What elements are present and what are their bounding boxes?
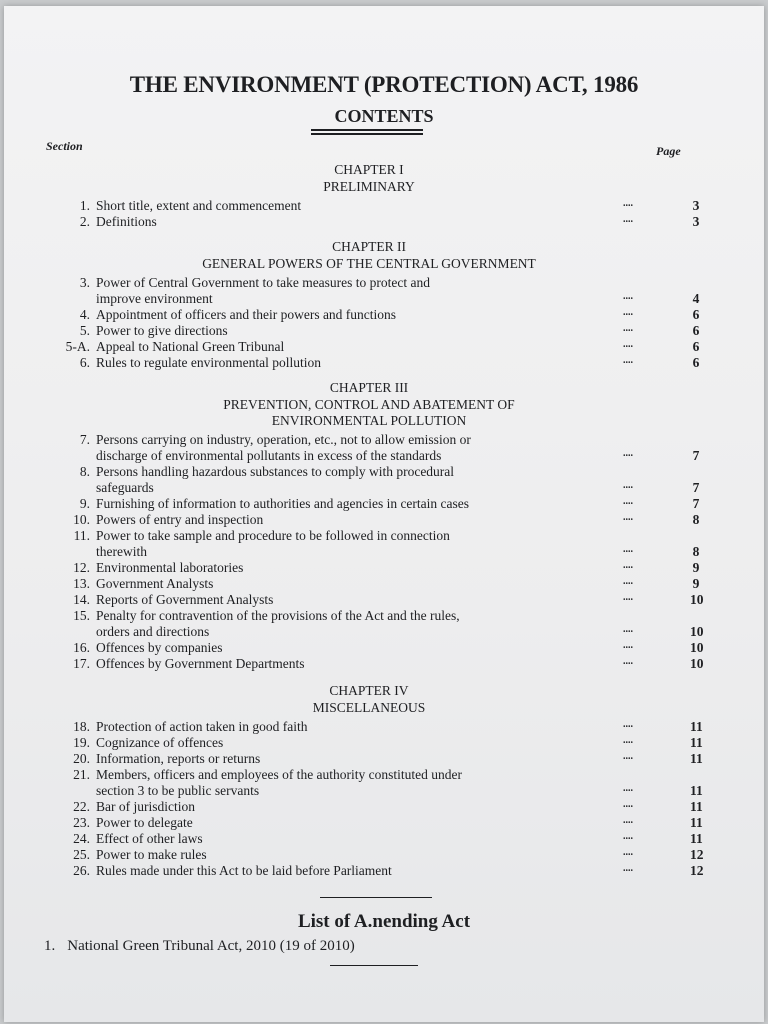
section-number: 14. bbox=[73, 592, 90, 607]
page-number: 12 bbox=[690, 863, 704, 878]
leader-dots: .... bbox=[623, 640, 633, 651]
section-title bbox=[96, 198, 616, 214]
section-title-line: Cognizance of offences bbox=[96, 735, 224, 750]
section-title-line: Government Analysts bbox=[96, 576, 214, 591]
section-title bbox=[96, 656, 616, 672]
page-number: 10 bbox=[690, 592, 704, 607]
toc-entry bbox=[4, 339, 764, 355]
section-number: 11. bbox=[73, 528, 90, 543]
leader-dots: .... bbox=[623, 815, 633, 826]
section-title-line: discharge of environmental pollutants in excess of the standards bbox=[96, 448, 442, 463]
leader-dots: .... bbox=[623, 863, 633, 874]
section-number: 5-A. bbox=[65, 339, 90, 354]
section-title bbox=[96, 847, 616, 863]
section-title bbox=[96, 751, 616, 767]
section-number: 21. bbox=[73, 767, 90, 782]
page-number: 8 bbox=[692, 544, 700, 559]
page-number: 11 bbox=[690, 735, 703, 750]
toc-entry bbox=[4, 656, 764, 672]
contents-heading: CONTENTS bbox=[334, 106, 434, 126]
toc-entry bbox=[4, 719, 764, 735]
toc-entry bbox=[4, 640, 764, 656]
leader-dots: .... bbox=[623, 560, 633, 571]
chapter-subtitle: PRELIMINARY bbox=[323, 179, 415, 194]
toc-entry bbox=[4, 275, 764, 307]
chapter-heading: CHAPTER I bbox=[334, 162, 404, 177]
section-title bbox=[96, 307, 616, 323]
section-title bbox=[96, 799, 616, 815]
toc-entry bbox=[4, 831, 764, 847]
section-title bbox=[96, 496, 616, 512]
page-number: 3 bbox=[692, 198, 700, 213]
leader-dots: .... bbox=[623, 544, 633, 555]
page-number: 8 bbox=[692, 512, 700, 527]
chapter-subtitle: PREVENTION, CONTROL AND ABATEMENT OF bbox=[223, 397, 515, 412]
section-title bbox=[96, 323, 616, 339]
leader-dots: .... bbox=[623, 198, 633, 209]
leader-dots: .... bbox=[623, 291, 633, 302]
section-title bbox=[96, 863, 616, 879]
document-page bbox=[4, 6, 764, 1022]
section-title bbox=[96, 528, 616, 560]
leader-dots: .... bbox=[623, 847, 633, 858]
section-title-line: Furnishing of information to authorities and agencies in certain cases bbox=[96, 496, 470, 511]
section-number: 4. bbox=[79, 307, 90, 322]
toc-entry bbox=[4, 355, 764, 371]
leader-dots: .... bbox=[623, 214, 633, 225]
chapter-heading: CHAPTER IV bbox=[329, 683, 409, 698]
section-title-line: Appeal to National Green Tribunal bbox=[96, 339, 285, 354]
page-number: 12 bbox=[690, 847, 704, 862]
toc-entry bbox=[4, 307, 764, 323]
section-title bbox=[96, 576, 616, 592]
chapter-subtitle: MISCELLANEOUS bbox=[312, 700, 426, 715]
chapter-subtitle: ENVIRONMENTAL POLLUTION bbox=[271, 413, 467, 428]
toc-entry bbox=[4, 799, 764, 815]
section-title-line: Appointment of officers and their powers and functions bbox=[96, 307, 397, 322]
section-number: 9. bbox=[79, 496, 90, 511]
section-title-line: Reports of Government Analysts bbox=[96, 592, 274, 607]
page-number: 7 bbox=[692, 496, 700, 511]
page-number: 6 bbox=[692, 323, 700, 338]
chapter-subtitle: GENERAL POWERS OF THE CENTRAL GOVERNMENT bbox=[202, 256, 536, 271]
section-title-line: Penalty for contravention of the provisions of the Act and the rules, bbox=[96, 608, 460, 623]
section-number: 19. bbox=[73, 735, 90, 750]
toc-entry bbox=[4, 496, 764, 512]
leader-dots: .... bbox=[623, 592, 633, 603]
section-title-line: Protection of action taken in good faith bbox=[96, 719, 308, 734]
section-number: 18. bbox=[73, 719, 90, 734]
page-number: 11 bbox=[690, 751, 703, 766]
page-number: 9 bbox=[692, 560, 700, 575]
leader-dots: .... bbox=[623, 339, 633, 350]
section-number: 6. bbox=[79, 355, 90, 370]
section-title-line: Information, reports or returns bbox=[96, 751, 261, 766]
toc-entry bbox=[4, 464, 764, 496]
section-title-line: Power of Central Government to take measures to protect and bbox=[96, 275, 431, 290]
section-title-line: Rules made under this Act to be laid before Parliament bbox=[96, 863, 392, 878]
section-title-line: Short title, extent and commencement bbox=[96, 198, 302, 213]
section-number: 10. bbox=[73, 512, 90, 527]
section-number: 23. bbox=[73, 815, 90, 830]
toc-entry bbox=[4, 815, 764, 831]
page-number: 7 bbox=[692, 480, 700, 495]
section-number: 17. bbox=[73, 656, 90, 671]
section-number: 25. bbox=[73, 847, 90, 862]
section-title bbox=[96, 592, 616, 608]
toc-entry bbox=[4, 323, 764, 339]
leader-dots: .... bbox=[623, 496, 633, 507]
section-number: 12. bbox=[73, 560, 90, 575]
document-title: THE ENVIRONMENT (PROTECTION) ACT, 1986 bbox=[129, 72, 639, 97]
section-number: 2. bbox=[79, 214, 90, 229]
section-number: 13. bbox=[73, 576, 90, 591]
leader-dots: .... bbox=[623, 783, 633, 794]
section-title-line: Offences by companies bbox=[96, 640, 223, 655]
toc-entry bbox=[4, 576, 764, 592]
toc-entry bbox=[4, 214, 764, 230]
section-title-line: Definitions bbox=[96, 214, 157, 229]
leader-dots: .... bbox=[623, 799, 633, 810]
section-number: 5. bbox=[79, 323, 90, 338]
leader-dots: .... bbox=[623, 512, 633, 523]
leader-dots: .... bbox=[623, 355, 633, 366]
section-number: 3. bbox=[79, 275, 90, 290]
leader-dots: .... bbox=[623, 323, 633, 334]
leader-dots: .... bbox=[623, 480, 633, 491]
toc-entry bbox=[4, 592, 764, 608]
amending-item-text: National Green Tribunal Act, 2010 (19 of 2010) bbox=[67, 938, 355, 954]
section-title-line: Environmental laboratories bbox=[96, 560, 244, 575]
section-number: 20. bbox=[73, 751, 90, 766]
section-title-line: orders and directions bbox=[96, 624, 210, 639]
toc-entry bbox=[4, 863, 764, 879]
section-title bbox=[96, 767, 616, 799]
section-title-line: Bar of jurisdiction bbox=[96, 799, 195, 814]
contents-rule-bottom bbox=[311, 133, 423, 135]
section-title-line: Power to give directions bbox=[96, 323, 228, 338]
section-title bbox=[96, 432, 616, 464]
section-title bbox=[96, 640, 616, 656]
section-title bbox=[96, 831, 616, 847]
section-title-line: Persons carrying on industry, operation, etc., not to allow emission or bbox=[96, 432, 471, 447]
page-number: 10 bbox=[690, 640, 704, 655]
toc-entry bbox=[4, 767, 764, 799]
toc-entry bbox=[4, 528, 764, 560]
section-title bbox=[96, 560, 616, 576]
section-title-line: Effect of other laws bbox=[96, 831, 203, 846]
page-number: 10 bbox=[690, 624, 704, 639]
page-number: 11 bbox=[690, 831, 703, 846]
section-title-line: section 3 to be public servants bbox=[96, 783, 260, 798]
page-number: 11 bbox=[690, 783, 703, 798]
section-title bbox=[96, 719, 616, 735]
amending-heading: List of A.nending Act bbox=[297, 911, 471, 932]
section-title bbox=[96, 608, 616, 640]
page-number: 11 bbox=[690, 815, 703, 830]
amending-item bbox=[44, 938, 355, 955]
page-number: 4 bbox=[692, 291, 700, 306]
section-number: 16. bbox=[73, 640, 90, 655]
leader-dots: .... bbox=[623, 448, 633, 459]
section-number: 15. bbox=[73, 608, 90, 623]
section-title-line: Power to delegate bbox=[96, 815, 193, 830]
leader-dots: .... bbox=[623, 656, 633, 667]
section-number: 26. bbox=[73, 863, 90, 878]
chapter-heading: CHAPTER II bbox=[332, 239, 406, 254]
section-title bbox=[96, 735, 616, 751]
contents-rule-top bbox=[311, 129, 423, 131]
section-title-line: Rules to regulate environmental pollution bbox=[96, 355, 321, 370]
page-number: 6 bbox=[692, 355, 700, 370]
section-number: 8. bbox=[79, 464, 90, 479]
section-title bbox=[96, 815, 616, 831]
section-title bbox=[96, 339, 616, 355]
page-number: 9 bbox=[692, 576, 700, 591]
section-number: 1. bbox=[79, 198, 90, 213]
section-title-line: improve environment bbox=[96, 291, 213, 306]
section-title-line: Offences by Government Departments bbox=[96, 656, 305, 671]
section-title bbox=[96, 464, 616, 496]
leader-dots: .... bbox=[623, 735, 633, 746]
section-title bbox=[96, 214, 616, 230]
toc-entry bbox=[4, 847, 764, 863]
toc-entry bbox=[4, 560, 764, 576]
section-title bbox=[96, 275, 616, 307]
page-column-header: Page bbox=[656, 144, 681, 158]
toc-entry bbox=[4, 198, 764, 214]
section-title bbox=[96, 355, 616, 371]
page-number: 6 bbox=[692, 339, 700, 354]
section-number: 22. bbox=[73, 799, 90, 814]
leader-dots: .... bbox=[623, 751, 633, 762]
leader-dots: .... bbox=[623, 719, 633, 730]
page-number: 11 bbox=[690, 799, 703, 814]
chapter-heading: CHAPTER III bbox=[329, 380, 409, 395]
toc-entry bbox=[4, 432, 764, 464]
section-title-line: safeguards bbox=[96, 480, 154, 495]
section-column-header: Section bbox=[46, 139, 83, 153]
section-title-line: Members, officers and employees of the authority constituted under bbox=[96, 767, 463, 782]
section-number: 24. bbox=[73, 831, 90, 846]
amending-rule-top bbox=[320, 897, 432, 898]
amending-item-number: 1. bbox=[44, 938, 56, 954]
section-title-line: Power to take sample and procedure to be followed in connection bbox=[96, 528, 450, 543]
toc-entry bbox=[4, 735, 764, 751]
amending-rule-bottom bbox=[330, 965, 418, 966]
toc-entry bbox=[4, 512, 764, 528]
toc-entry bbox=[4, 751, 764, 767]
leader-dots: .... bbox=[623, 576, 633, 587]
section-number: 7. bbox=[79, 432, 90, 447]
leader-dots: .... bbox=[623, 307, 633, 318]
section-title bbox=[96, 512, 616, 528]
page-number: 10 bbox=[690, 656, 704, 671]
section-title-line: therewith bbox=[96, 544, 147, 559]
section-title-line: Persons handling hazardous substances to comply with procedural bbox=[96, 464, 455, 479]
leader-dots: .... bbox=[623, 831, 633, 842]
page-number: 6 bbox=[692, 307, 700, 322]
page-number: 7 bbox=[692, 448, 700, 463]
section-title-line: Power to make rules bbox=[96, 847, 207, 862]
page-number: 11 bbox=[690, 719, 703, 734]
page-number: 3 bbox=[692, 214, 700, 229]
section-title-line: Powers of entry and inspection bbox=[96, 512, 264, 527]
leader-dots: .... bbox=[623, 624, 633, 635]
toc-entry bbox=[4, 608, 764, 640]
